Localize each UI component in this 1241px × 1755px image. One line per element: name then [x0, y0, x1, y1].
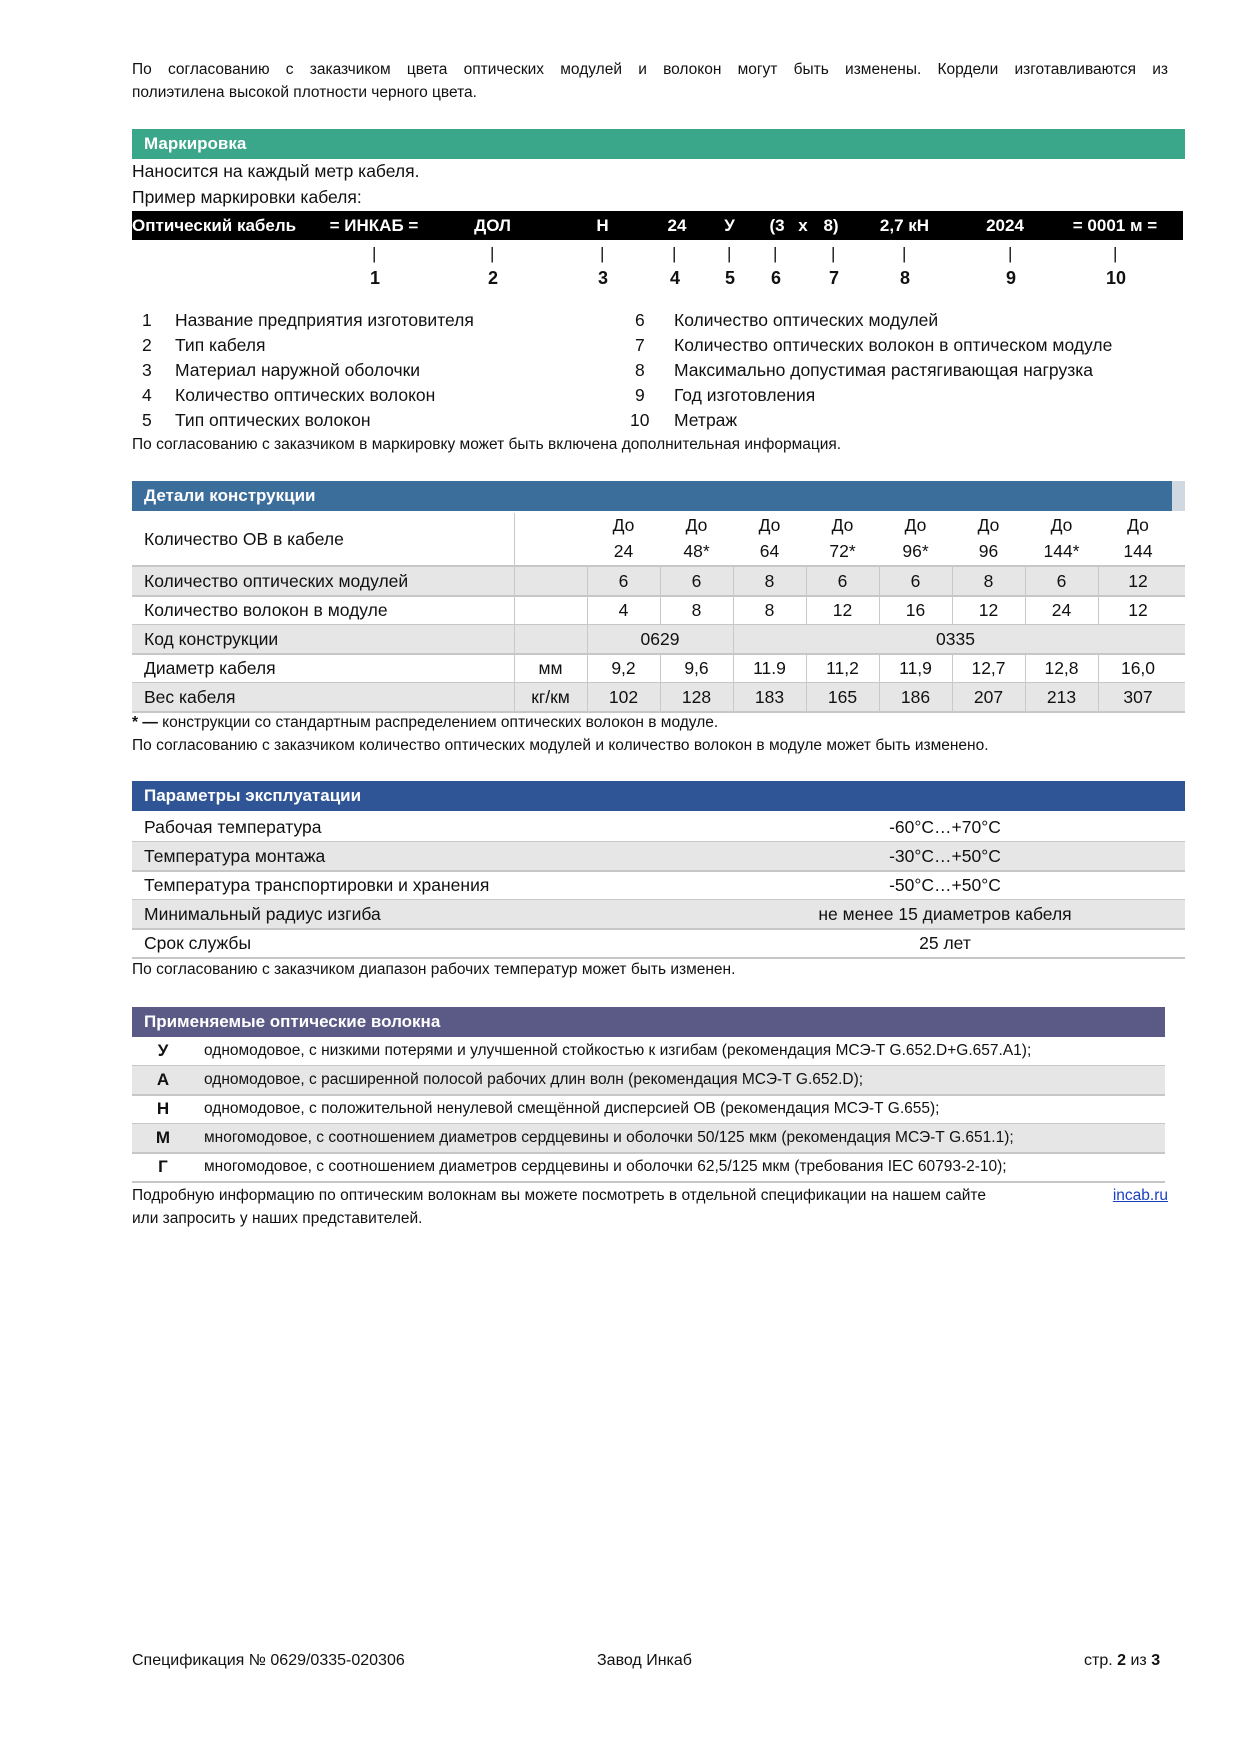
- fibers-info-text: Подробную информацию по оптическим волокнам вы можете посмотреть в отдельной спецификации на нашем сайте: [132, 1187, 986, 1204]
- fc-bottom: 48*: [683, 541, 710, 561]
- marking-number: 1: [369, 268, 380, 288]
- legend-text: Количество оптических волокон в оптическом модуле: [674, 335, 1113, 355]
- cell-value: 11,9: [899, 658, 932, 678]
- marking-tick: |: [1008, 244, 1013, 263]
- unit: кг/км: [531, 687, 570, 707]
- legend-num: 5: [142, 410, 152, 430]
- marking-number: 10: [1105, 268, 1127, 288]
- marking-tick: |: [727, 244, 732, 263]
- cell-value: 183: [754, 687, 785, 707]
- fc-top: До: [612, 515, 635, 535]
- footer-factory: Завод Инкаб: [597, 1652, 692, 1669]
- marking-line-1: Наносится на каждый метр кабеля.: [132, 161, 420, 181]
- construction-header: Детали конструкции: [132, 481, 1172, 511]
- op-value: -30°C…+50°C: [889, 846, 1001, 866]
- fiber-row: [132, 1037, 1165, 1067]
- row-label: Вес кабеля: [144, 687, 236, 707]
- cell-value: 6: [691, 571, 702, 591]
- cell-value: 8: [764, 600, 775, 620]
- note-text: конструкции со стандартным распределением оптических волокон в модуле.: [157, 714, 719, 731]
- op-row: [132, 900, 1185, 930]
- marking-part-type: ДОЛ: [474, 216, 511, 235]
- fiber-text: одномодовое, с положительной ненулевой смещённой дисперсией ОВ (рекомендация МСЭ-Т G.655);: [204, 1100, 940, 1117]
- fiber-text: одномодовое, с низкими потерями и улучшенной стойкостью к изгибам (рекомендация МСЭ-Т G.652.D+G.657.A1);: [204, 1042, 1032, 1059]
- fc-bottom: 144: [1123, 541, 1153, 561]
- legend-num: 9: [635, 385, 645, 405]
- cell-value: 16,0: [1120, 658, 1156, 678]
- divider: [514, 625, 515, 653]
- row-label: Количество ОВ в кабеле: [144, 529, 344, 549]
- code-0629: 0629: [640, 629, 680, 649]
- legend-num: 10: [630, 410, 650, 430]
- marking-part-cable: Оптический кабель: [132, 216, 297, 235]
- marking-number: 6: [770, 268, 781, 288]
- cell-value: 128: [681, 687, 712, 707]
- marking-number: 3: [597, 268, 608, 288]
- cell-value: 8: [983, 571, 994, 591]
- marking-header: Маркировка: [132, 129, 1185, 159]
- marking-tick: |: [672, 244, 677, 263]
- legend-text: Количество оптических модулей: [674, 310, 939, 330]
- fc-bottom: 64: [759, 541, 780, 561]
- marking-number: 8: [899, 268, 910, 288]
- cell-value: 8: [691, 600, 702, 620]
- marking-part-fibers-per-module: 8): [823, 216, 839, 235]
- marking-tick: |: [1113, 244, 1118, 263]
- legend-text: Количество оптических волокон: [175, 385, 436, 405]
- marking-note: По согласованию с заказчиком в маркировку может быть включена дополнительная информация.: [132, 436, 842, 453]
- fibers-info-line-1: [132, 1184, 1168, 1207]
- page-total: 3: [1151, 1652, 1161, 1669]
- op-value: не менее 15 диаметров кабеля: [818, 904, 1072, 924]
- marking-number: 9: [1005, 268, 1016, 288]
- op-value: 25 лет: [919, 933, 971, 953]
- cell-value: 6: [837, 571, 848, 591]
- cell-value: 165: [827, 687, 858, 707]
- page-prefix: стр.: [1084, 1652, 1113, 1669]
- fc-top: До: [904, 515, 927, 535]
- fc-top: До: [1127, 515, 1149, 535]
- cell-value: 12: [978, 600, 999, 620]
- fc-bottom: 144*: [1043, 541, 1080, 561]
- marking-tick: |: [773, 244, 778, 263]
- legend-text: Год изготовления: [674, 385, 816, 405]
- op-row: [132, 813, 1185, 843]
- cell-value: 213: [1046, 687, 1077, 707]
- intro-line-1: По согласованию с заказчиком цвета оптических модулей и волокон могут быть изменены. Кордели изготавливаются из: [132, 61, 1168, 78]
- cell-value: 24: [1051, 600, 1072, 620]
- op-label: Срок службы: [144, 933, 252, 953]
- code-0335: 0335: [936, 629, 975, 649]
- row-diameter: [132, 654, 1185, 684]
- marking-part-count: 24: [667, 216, 687, 235]
- legend-text: Название предприятия изготовителя: [175, 310, 474, 330]
- marking-tick: |: [372, 244, 377, 263]
- marking-part-sheath: Н: [596, 216, 609, 235]
- cell-value: 6: [618, 571, 629, 591]
- marking-number: 7: [828, 268, 839, 288]
- fc-bottom: 72*: [829, 541, 856, 561]
- incab-link[interactable]: incab.ru: [1112, 1187, 1168, 1204]
- op-label: Рабочая температура: [144, 817, 322, 837]
- header-edge: [1172, 481, 1185, 511]
- divider: [514, 567, 515, 595]
- op-label: Температура транспортировки и хранения: [144, 875, 490, 895]
- construction-note-1: [132, 714, 718, 732]
- fiber-text: многомодовое, с соотношением диаметров сердцевины и оболочки 62,5/125 мкм (требования IEC 60793-2-10);: [204, 1158, 1007, 1175]
- cell-value: 6: [1056, 571, 1067, 591]
- fiber-code: М: [155, 1128, 171, 1147]
- fc-top: До: [758, 515, 781, 535]
- legend-text: Тип кабеля: [175, 335, 266, 355]
- intro-line-2: полиэтилена высокой плотности черного цвета.: [132, 84, 477, 101]
- op-label: Температура монтажа: [144, 846, 326, 866]
- marking-tick: |: [600, 244, 605, 263]
- fiber-code: Г: [158, 1157, 168, 1176]
- op-value: -60°C…+70°C: [889, 817, 1001, 837]
- legend-num: 2: [142, 335, 152, 355]
- fiber-text: одномодовое, с расширенной полосой рабочих длин волн (рекомендация МСЭ-Т G.652.D);: [204, 1071, 864, 1088]
- marking-part-fiber: У: [724, 216, 735, 235]
- marking-tick: |: [490, 244, 495, 263]
- marking-part-maker: = ИНКАБ =: [329, 216, 419, 235]
- fiber-code: У: [157, 1041, 169, 1060]
- operation-note: По согласованию с заказчиком диапазон рабочих температур может быть изменен.: [132, 961, 736, 978]
- fiber-code: Н: [156, 1099, 170, 1118]
- unit: мм: [538, 658, 563, 678]
- cell-value: 12: [832, 600, 853, 620]
- cell-value: 4: [618, 600, 629, 620]
- row-label: Количество волокон в модуле: [144, 600, 388, 620]
- op-row: [132, 871, 1185, 901]
- legend-num: 3: [142, 360, 152, 380]
- marking-tick: |: [831, 244, 836, 263]
- footer-spec: Спецификация № 0629/0335-020306: [132, 1652, 405, 1669]
- cell-value: 6: [910, 571, 921, 591]
- fc-bottom: 96: [978, 541, 999, 561]
- op-row: [132, 929, 1185, 959]
- cell-value: 12: [1128, 600, 1148, 620]
- fiber-row: [132, 1124, 1165, 1154]
- legend-num: 7: [635, 335, 645, 355]
- cell-value: 12,7: [971, 658, 1006, 678]
- row-construction-code: [132, 625, 1185, 655]
- cell-value: 9,2: [611, 658, 636, 678]
- row-label: Количество оптических модулей: [144, 571, 409, 591]
- marking-line-2: Пример маркировки кабеля:: [132, 187, 362, 207]
- op-value: -50°C…+50°C: [889, 875, 1001, 895]
- legend-num: 4: [142, 385, 152, 405]
- marking-part-x: х: [798, 216, 808, 235]
- cell-value: 207: [973, 687, 1004, 707]
- marking-part-length: = 0001 м =: [1072, 216, 1158, 235]
- fc-top: До: [831, 515, 854, 535]
- row-weight: [132, 683, 1185, 713]
- fc-top: До: [685, 515, 708, 535]
- fc-bottom: 96*: [902, 541, 929, 561]
- fc-bottom: 24: [613, 541, 634, 561]
- divider: [514, 513, 515, 565]
- marking-tick: |: [902, 244, 907, 263]
- footer-page: [1084, 1652, 1160, 1670]
- cell-value: 12,8: [1044, 658, 1079, 678]
- fiber-row: [132, 1153, 1165, 1183]
- fc-top: До: [977, 515, 1000, 535]
- cell-value: 16: [905, 600, 926, 620]
- note-star: * —: [132, 714, 158, 731]
- legend-num: 1: [142, 310, 152, 330]
- legend-text: Материал наружной оболочки: [175, 360, 421, 380]
- operation-header: Параметры эксплуатации: [132, 781, 1185, 811]
- marking-number: 5: [724, 268, 735, 288]
- legend-num: 8: [635, 360, 645, 380]
- marking-part-year: 2024: [986, 216, 1024, 235]
- fibers-header: Применяемые оптические волокна: [132, 1007, 1165, 1037]
- cell-value: 186: [900, 687, 931, 707]
- marking-part-load: 2,7 кН: [879, 216, 930, 235]
- fiber-text: многомодовое, с соотношением диаметров сердцевины и оболочки 50/125 мкм (рекомендация МСЭ-Т G.651.1);: [204, 1129, 1014, 1146]
- fibers-info-line-2: или запросить у наших представителей.: [132, 1210, 423, 1227]
- op-row: [132, 842, 1185, 872]
- cell-value: 9,6: [684, 658, 709, 678]
- fiber-row: [132, 1095, 1165, 1125]
- legend-num: 6: [635, 310, 645, 330]
- page-of: из: [1130, 1652, 1147, 1669]
- construction-note-2: По согласованию с заказчиком количество оптических модулей и количество волокон в модуле может быть изменено.: [132, 737, 989, 754]
- marking-number: 4: [669, 268, 680, 288]
- marking-number: 2: [487, 268, 498, 288]
- cell-value: 11,2: [826, 658, 859, 678]
- page-number: 2: [1117, 1652, 1127, 1669]
- legend-text: Максимально допустимая растягивающая нагрузка: [674, 360, 1094, 380]
- marking-part-modules: (3: [769, 216, 785, 235]
- fiber-row: [132, 1066, 1165, 1096]
- cell-value: 11.9: [753, 658, 786, 678]
- fiber-code: А: [156, 1070, 170, 1089]
- row-fiber-count: [132, 513, 1185, 567]
- divider: [514, 596, 515, 624]
- cell-value: 12: [1128, 571, 1148, 591]
- legend-text: Тип оптических волокон: [175, 410, 371, 430]
- cell-value: 102: [608, 687, 639, 707]
- row-modules: [132, 567, 1185, 597]
- legend-text: Метраж: [674, 410, 738, 430]
- cell-value: 307: [1123, 687, 1153, 707]
- row-label: Код конструкции: [144, 629, 279, 649]
- cell-value: 8: [764, 571, 775, 591]
- fc-top: До: [1050, 515, 1073, 535]
- op-label: Минимальный радиус изгиба: [144, 904, 381, 924]
- row-label: Диаметр кабеля: [144, 658, 276, 678]
- row-fibers-per-module: [132, 596, 1185, 626]
